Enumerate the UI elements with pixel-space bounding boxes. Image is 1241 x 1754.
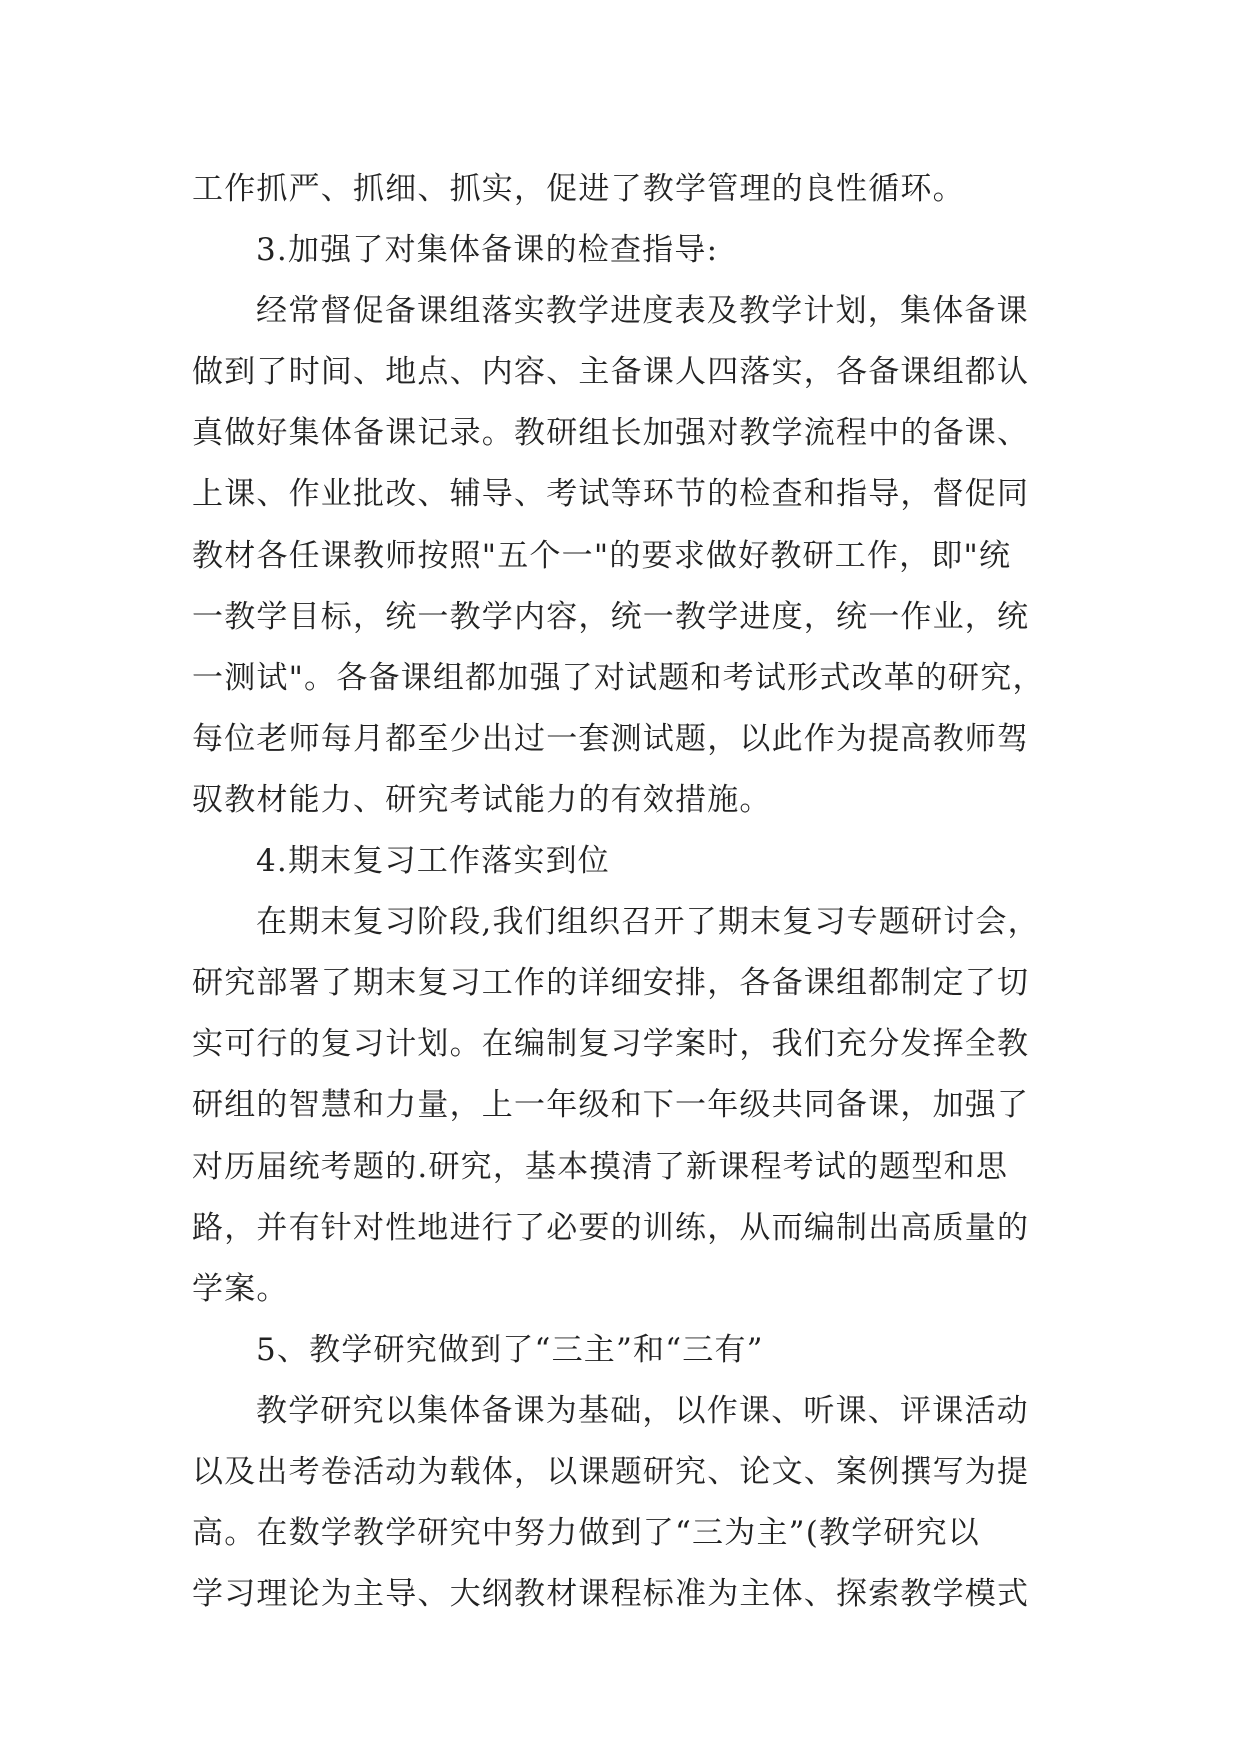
text-line: 在期末复习阶段,我们组织召开了期末复习专题研讨会，: [256, 904, 1040, 941]
text-line: 学案。: [192, 1270, 289, 1307]
text-line: 上课、作业批改、辅导、考试等环节的检查和指导，督促同: [192, 476, 1030, 513]
text-line: 做到了时间、地点、内容、主备课人四落实，各备课组都认: [192, 354, 1030, 391]
text-line: 一教学目标，统一教学内容，统一教学进度，统一作业，统: [192, 598, 1030, 635]
text-line: 4.期末复习工作落实到位: [256, 843, 610, 880]
text-line: 以及出考卷活动为载体，以课题研究、论文、案例撰写为提: [192, 1453, 1030, 1490]
text-line: 研究部署了期末复习工作的详细安排，各备课组都制定了切: [192, 965, 1030, 1002]
text-line: 教学研究以集体备课为基础，以作课、听课、评课活动: [256, 1392, 1029, 1429]
text-line: 高。在数学教学研究中努力做到了“三为主”(教学研究以: [192, 1515, 980, 1552]
text-line: 一测试"。各备课组都加强了对试题和考试形式改革的研究，: [192, 659, 1045, 696]
text-line: 真做好集体备课记录。教研组长加强对教学流程中的备课、: [192, 415, 1030, 452]
text-line: 每位老师每月都至少出过一套测试题，以此作为提高教师驾: [192, 720, 1030, 757]
body-text: [192, 159, 1052, 1625]
text-line: 学习理论为主导、大纲教材课程标准为主体、探索教学模式: [192, 1576, 1030, 1613]
text-line: 教材各任课教师按照"五个一"的要求做好教研工作，即"统: [192, 537, 1012, 574]
text-line: 驭教材能力、研究考试能力的有效措施。: [192, 781, 772, 818]
text-line: 路，并有针对性地进行了必要的训练，从而编制出高质量的: [192, 1209, 1030, 1246]
text-line: 经常督促备课组落实教学进度表及教学计划，集体备课: [256, 293, 1029, 330]
text-line: 5、教学研究做到了“三主”和“三有”: [256, 1331, 764, 1368]
text-line: 工作抓严、抓细、抓实，促进了教学管理的良性循环。: [192, 171, 965, 207]
text-line: 实可行的复习计划。在编制复习学案时，我们充分发挥全教: [192, 1026, 1030, 1063]
text-line: 研组的智慧和力量，上一年级和下一年级共同备课，加强了: [192, 1087, 1030, 1124]
text-line: 对历届统考题的.研究，基本摸清了新课程考试的题型和思: [192, 1148, 1009, 1185]
text-line: 3.加强了对集体备课的检查指导:: [256, 232, 719, 269]
